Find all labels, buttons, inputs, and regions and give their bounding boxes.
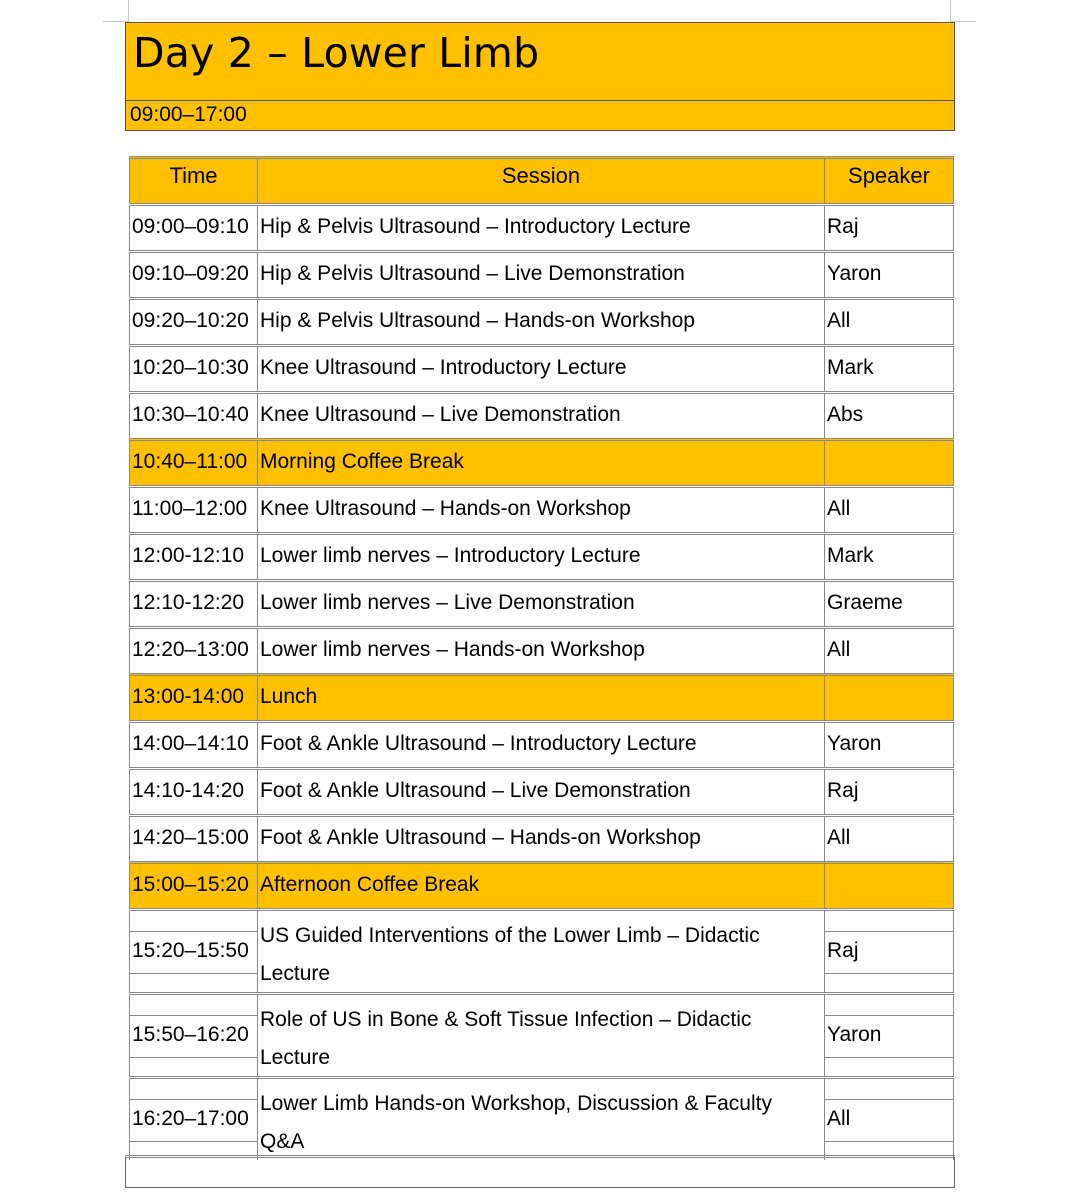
cell-speaker: All: [824, 817, 954, 861]
cell-session: Foot & Ankle Ultrasound – Introductory Lecture: [257, 723, 824, 767]
cell-time: 09:00–09:10: [129, 206, 257, 250]
break-row: [129, 438, 954, 485]
cell-time: 13:00-14:00: [129, 676, 257, 720]
cell-speaker: [824, 864, 954, 908]
page-margin-guide-left-vertical: [128, 0, 129, 22]
cell-speaker: Yaron: [824, 253, 954, 297]
cell-speaker: Raj: [824, 206, 954, 250]
cell-speaker: Graeme: [824, 582, 954, 626]
break-row: [129, 673, 954, 720]
cell-time: 09:10–09:20: [129, 253, 257, 297]
page-margin-guide-right-vertical: [950, 0, 951, 22]
cell-time: 14:10-14:20: [129, 770, 257, 814]
cell-speaker: Raj: [824, 911, 954, 992]
table-row: [129, 344, 954, 391]
cell-session: Knee Ultrasound – Live Demonstration: [257, 394, 824, 438]
cell-speaker: [824, 441, 954, 485]
table-row: [129, 579, 954, 626]
cell-time: 10:30–10:40: [129, 394, 257, 438]
cell-speaker: Abs: [824, 394, 954, 438]
table-row: [129, 626, 954, 673]
cell-speaker: Yaron: [824, 723, 954, 767]
schedule-table: [129, 156, 954, 1160]
day-header: [125, 22, 955, 131]
cell-time: 12:10-12:20: [129, 582, 257, 626]
cell-session: Lunch: [257, 676, 824, 720]
cell-speaker: All: [824, 488, 954, 532]
cell-time: 09:20–10:20: [129, 300, 257, 344]
cell-time: 15:50–16:20: [129, 995, 257, 1076]
table-row: [129, 250, 954, 297]
header-session: Session: [257, 159, 824, 203]
table-row: [129, 203, 954, 250]
cell-session: Knee Ultrasound – Introductory Lecture: [257, 347, 824, 391]
table-row: [129, 908, 954, 992]
cell-time: 10:40–11:00: [129, 441, 257, 485]
table-row: [129, 391, 954, 438]
cell-time: 14:00–14:10: [129, 723, 257, 767]
break-row: [129, 861, 954, 908]
cell-time: 12:00-12:10: [129, 535, 257, 579]
cell-session: Role of US in Bone & Soft Tissue Infection – Didactic Lecture: [257, 995, 824, 1076]
header-speaker: Speaker: [824, 159, 954, 203]
cell-speaker: All: [824, 1079, 954, 1160]
cell-session: US Guided Interventions of the Lower Limb – Didactic Lecture: [257, 911, 824, 992]
cell-time: 14:20–15:00: [129, 817, 257, 861]
header-time: Time: [129, 159, 257, 203]
page-title: Day 2 – Lower Limb: [126, 23, 954, 101]
table-row: [129, 485, 954, 532]
cell-speaker: Mark: [824, 535, 954, 579]
cell-speaker: [824, 676, 954, 720]
cell-speaker: All: [824, 629, 954, 673]
cell-speaker: All: [824, 300, 954, 344]
cell-time: 12:20–13:00: [129, 629, 257, 673]
table-bottom-empty-row: [125, 1155, 955, 1188]
cell-session: Hip & Pelvis Ultrasound – Introductory Lecture: [257, 206, 824, 250]
table-row: [129, 720, 954, 767]
table-header-row: [129, 156, 954, 203]
day-time-range: 09:00–17:00: [130, 103, 247, 126]
cell-time: 15:20–15:50: [129, 911, 257, 992]
cell-time: 16:20–17:00: [129, 1079, 257, 1160]
cell-speaker: Mark: [824, 347, 954, 391]
table-row: [129, 532, 954, 579]
cell-session: Lower limb nerves – Live Demonstration: [257, 582, 824, 626]
cell-speaker: Raj: [824, 770, 954, 814]
table-row: [129, 767, 954, 814]
cell-time: 11:00–12:00: [129, 488, 257, 532]
table-row: [129, 297, 954, 344]
cell-time: 10:20–10:30: [129, 347, 257, 391]
cell-session: Lower Limb Hands-on Workshop, Discussion & Faculty Q&A: [257, 1079, 824, 1160]
cell-session: Knee Ultrasound – Hands-on Workshop: [257, 488, 824, 532]
cell-session: Hip & Pelvis Ultrasound – Live Demonstration: [257, 253, 824, 297]
table-row: [129, 1076, 954, 1160]
cell-speaker: Yaron: [824, 995, 954, 1076]
cell-session: Foot & Ankle Ultrasound – Hands-on Workshop: [257, 817, 824, 861]
cell-time: 15:00–15:20: [129, 864, 257, 908]
cell-session: Morning Coffee Break: [257, 441, 824, 485]
cell-session: Afternoon Coffee Break: [257, 864, 824, 908]
cell-session: Foot & Ankle Ultrasound – Live Demonstration: [257, 770, 824, 814]
cell-session: Lower limb nerves – Introductory Lecture: [257, 535, 824, 579]
table-row: [129, 814, 954, 861]
table-row: [129, 992, 954, 1076]
cell-session: Hip & Pelvis Ultrasound – Hands-on Workshop: [257, 300, 824, 344]
cell-session: Lower limb nerves – Hands-on Workshop: [257, 629, 824, 673]
